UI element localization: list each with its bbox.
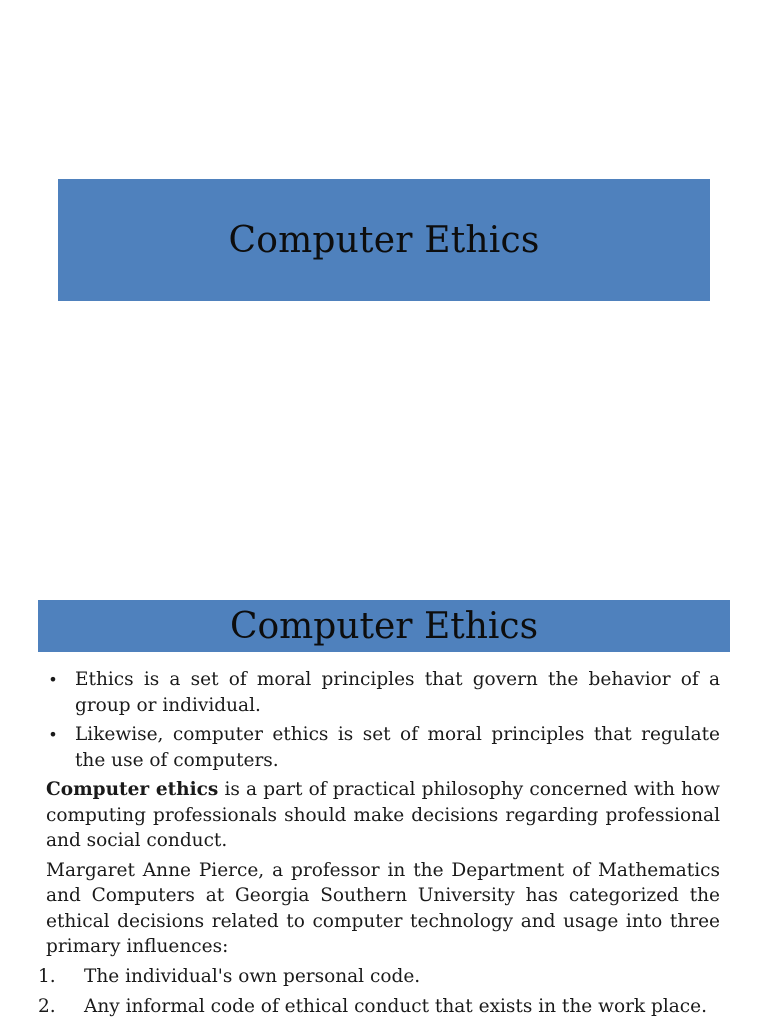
influence-text: Any informal code of ethical conduct that exists in the work place. xyxy=(84,996,707,1017)
definition-text: is a part of practical philosophy concerned with how computing professionals should make decisions regarding professional and social conduct. xyxy=(46,779,720,851)
slide1-title-banner xyxy=(58,179,710,301)
definition-paragraph xyxy=(46,777,720,854)
bullet-icon: • xyxy=(48,725,58,744)
influences-list xyxy=(38,964,720,1020)
list-item xyxy=(46,722,720,773)
definition-term: Computer ethics xyxy=(46,779,219,800)
bullet-list xyxy=(46,667,720,773)
bullet-text: Ethics is a set of moral principles that govern the behavior of a group or individual. xyxy=(75,669,720,716)
list-item xyxy=(46,667,720,718)
slide2-content xyxy=(38,667,720,1025)
list-item xyxy=(38,994,720,1020)
list-number: 2. xyxy=(38,996,56,1017)
slide1-title: Computer Ethics xyxy=(228,219,540,261)
pierce-paragraph: Margaret Anne Pierce, a professor in the Department of Mathematics and Computers at Georgia Southern University has categorized the ethical decisions related to computer technology and usage into three primary influences: xyxy=(46,859,720,957)
influence-text: The individual's own personal code. xyxy=(84,965,421,987)
list-number: 1. xyxy=(38,965,56,987)
slide2-title-banner xyxy=(38,600,730,652)
slide2-title: Computer Ethics xyxy=(229,605,539,647)
bullet-icon: • xyxy=(48,670,58,689)
bullet-text: Likewise, computer ethics is set of moral principles that regulate the use of computers. xyxy=(75,724,720,771)
list-item xyxy=(38,964,720,990)
